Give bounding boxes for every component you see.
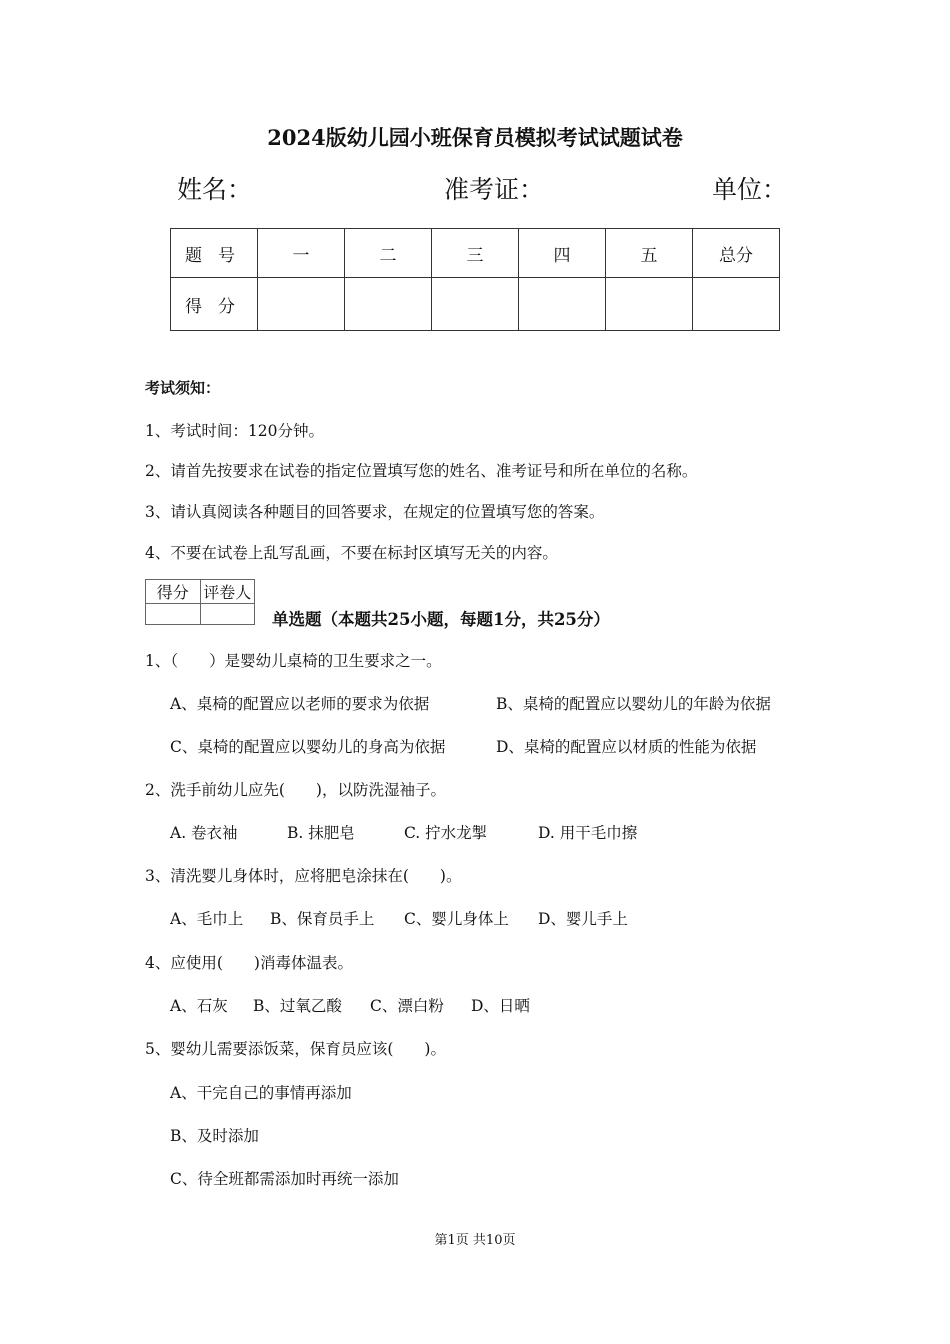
question-5-option-a[interactable]: A、干完自己的事情再添加 (170, 1084, 352, 1102)
question-5-option-c[interactable]: C、待全班都需添加时再统一添加 (170, 1170, 399, 1188)
question-4-stem: 4、应使用( )消毒体温表。 (145, 954, 353, 972)
question-3-stem: 3、清洗婴儿身体时，应将肥皂涂抹在( )。 (145, 867, 462, 885)
score-table-score-label: 得分 (171, 278, 258, 331)
grader-box-grader-label: 评卷人 (200, 580, 255, 604)
score-cell-5[interactable] (606, 278, 693, 331)
score-cell-1[interactable] (258, 278, 345, 331)
question-2-option-a[interactable]: A. 卷衣袖 (170, 824, 238, 842)
question-2-option-b[interactable]: B. 抹肥皂 (287, 824, 355, 842)
score-cell-4[interactable] (519, 278, 606, 331)
question-2-option-d[interactable]: D. 用干毛巾擦 (538, 824, 638, 842)
question-5-option-b[interactable]: B、及时添加 (170, 1127, 259, 1145)
score-cell-total[interactable] (693, 278, 780, 331)
question-3-option-c[interactable]: C、婴儿身体上 (404, 910, 509, 928)
score-table-col-5: 五 (606, 229, 693, 278)
question-1-option-d[interactable]: D、桌椅的配置应以材质的性能为依据 (496, 738, 757, 756)
question-3-option-a[interactable]: A、毛巾上 (170, 910, 244, 928)
score-table-header-label: 题号 (171, 229, 258, 278)
name-field-label: 姓名： (177, 175, 253, 204)
page-footer: 第1页 共10页 (434, 1233, 516, 1248)
unit-field-label: 单位： (712, 175, 788, 204)
score-table-col-2: 二 (345, 229, 432, 278)
question-4-option-a[interactable]: A、石灰 (170, 997, 228, 1015)
score-table-col-3: 三 (432, 229, 519, 278)
grader-box-score-cell[interactable] (146, 604, 201, 625)
score-table-col-total: 总分 (693, 229, 780, 278)
notice-item-2: 2、请首先按要求在试卷的指定位置填写您的姓名、准考证号和所在单位的名称。 (145, 462, 698, 480)
score-table-header-row (171, 229, 780, 278)
question-4-option-b[interactable]: B、过氧乙酸 (253, 997, 342, 1015)
question-4-option-c[interactable]: C、漂白粉 (370, 997, 444, 1015)
question-1-option-c[interactable]: C、桌椅的配置应以婴幼儿的身高为依据 (170, 738, 446, 756)
question-3-option-d[interactable]: D、婴儿手上 (538, 910, 628, 928)
score-cell-3[interactable] (432, 278, 519, 331)
page-title: 2024版幼儿园小班保育员模拟考试试题试卷 (267, 125, 683, 150)
question-5-stem: 5、婴幼儿需要添饭菜，保育员应该( )。 (145, 1040, 446, 1058)
question-2-stem: 2、洗手前幼儿应先( )，以防洗湿袖子。 (145, 781, 446, 799)
grader-box-grader-cell[interactable] (200, 604, 255, 625)
score-table (170, 228, 780, 331)
notice-item-3: 3、请认真阅读各种题目的回答要求，在规定的位置填写您的答案。 (145, 503, 605, 521)
notice-item-4: 4、不要在试卷上乱写乱画，不要在标封区填写无关的内容。 (145, 544, 558, 562)
notice-heading: 考试须知： (145, 379, 221, 397)
question-1-stem: 1、（ ）是婴幼儿桌椅的卫生要求之一。 (145, 652, 442, 670)
question-1-option-a[interactable]: A、桌椅的配置应以老师的要求为依据 (170, 695, 430, 713)
score-table-col-4: 四 (519, 229, 606, 278)
question-3-option-b[interactable]: B、保育员手上 (270, 910, 375, 928)
grader-box (145, 579, 255, 625)
question-1-option-b[interactable]: B、桌椅的配置应以婴幼儿的年龄为依据 (496, 695, 771, 713)
score-table-score-row (171, 278, 780, 331)
grader-box-score-label: 得分 (146, 580, 201, 604)
score-cell-2[interactable] (345, 278, 432, 331)
exam-id-field-label: 准考证： (444, 175, 545, 204)
question-4-option-d[interactable]: D、日晒 (471, 997, 530, 1015)
notice-item-1: 1、考试时间：120分钟。 (145, 422, 324, 440)
score-table-col-1: 一 (258, 229, 345, 278)
section-title: 单选题（本题共25小题，每题1分，共25分） (272, 610, 610, 629)
question-2-option-c[interactable]: C. 拧水龙掣 (404, 824, 488, 842)
